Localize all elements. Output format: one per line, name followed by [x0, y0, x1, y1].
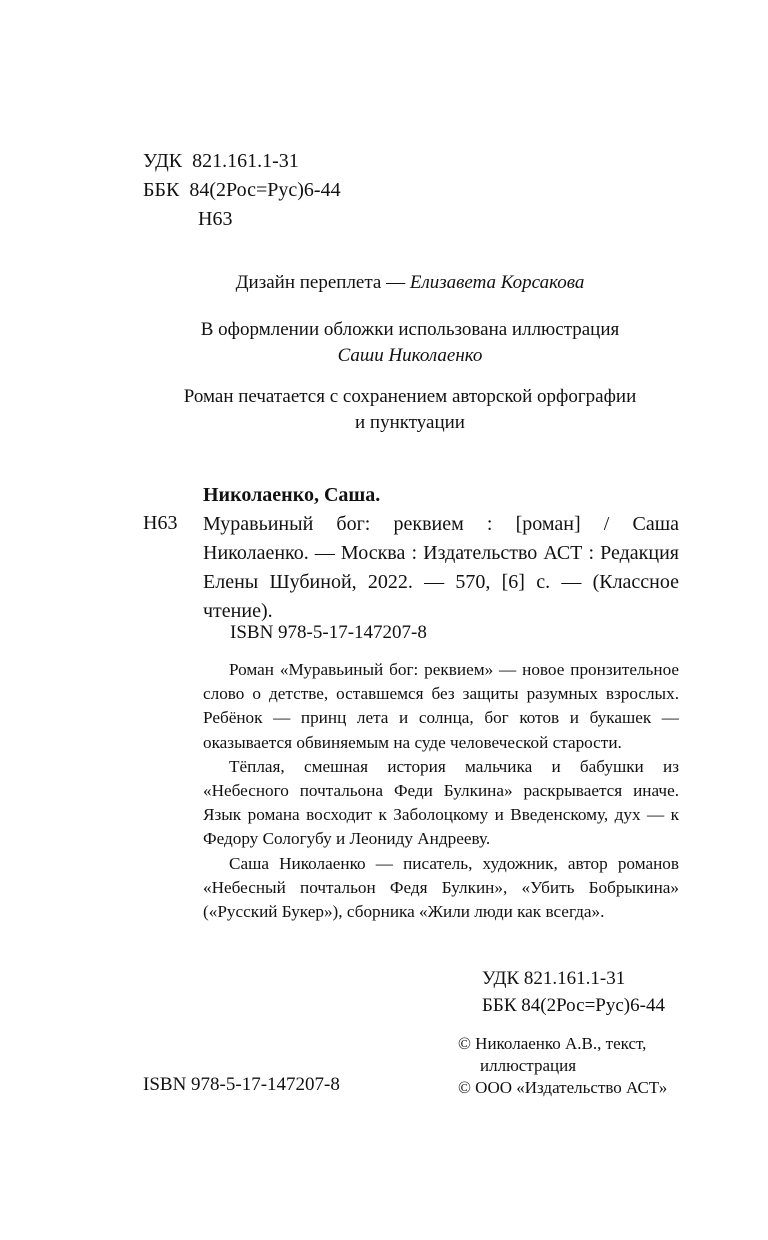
- cover-illustration-credit: [140, 317, 680, 369]
- bibliographic-description: Муравьиный бог: реквием : [роман] / Саша Николаенко. — Москва : Издательство АСТ : Редакция Елены Шубиной, 2022. — 570, [6] с. — (Классное чтение).: [203, 513, 679, 622]
- udk-value: 821.161.1-31: [192, 150, 299, 172]
- binding-design-credit: [140, 270, 680, 296]
- bbk-label: ББК: [143, 179, 180, 201]
- orthography-line-1: Роман печатается с сохранением авторской орфографии: [183, 386, 637, 407]
- author-cipher: Н63: [143, 512, 178, 534]
- orthography-note: [140, 384, 680, 436]
- orthography-line-2: и пунктуации: [355, 412, 465, 433]
- annotation-paragraph: Тёплая, смешная история мальчика и бабушки из «Небесного почтальона Феди Булкина» раскрывается иначе. Язык романа восходит к Заболоцкому и Введенскому, дух — к Федору Сологубу и Леониду Андрееву.: [203, 756, 679, 849]
- annotation-paragraph: Саша Николаенко — писатель, художник, автор романов «Небесный почтальон Федя Булкин», «Убить Бобрыкина» («Русский Букер»), сборника «Жили люди как всегда».: [203, 853, 679, 922]
- udk-row: [143, 147, 341, 176]
- binding-designer: Елизавета Корсакова: [409, 272, 585, 293]
- bbk-value: 84(2Рос=Рус)6-44: [189, 179, 341, 201]
- copyright-author: © Николаенко А.В., текст,: [458, 1034, 647, 1053]
- cover-illustration-line: В оформлении обложки использована иллюстрация: [200, 319, 620, 340]
- copyright-publisher: © ООО «Издательство АСТ»: [458, 1078, 668, 1097]
- isbn-record: ISBN 978-5-17-147207-8: [230, 622, 427, 643]
- author-sign: Н63: [198, 208, 233, 230]
- binding-design-prefix: Дизайн переплета —: [235, 272, 410, 293]
- footer-bbk: ББК 84(2Рос=Рус)6-44: [482, 995, 665, 1016]
- annotation: [203, 658, 679, 924]
- udk-label: УДК: [143, 150, 183, 172]
- footer-classification: [482, 965, 665, 1019]
- copyright-author-cont: иллюстрация: [480, 1056, 577, 1075]
- footer-isbn: ISBN 978-5-17-147207-8: [143, 1074, 340, 1095]
- cover-illustrator: Саши Николаенко: [337, 345, 483, 366]
- annotation-paragraph: Роман «Муравьиный бог: реквием» — новое пронзительное слово о детстве, оставшемся без защиты разумных взрослых. Ребёнок — принц лета и солнца, бог котов и букашек — оказывается обвиняемым на суде человеческой старости.: [203, 660, 679, 752]
- author-heading: Николаенко, Саша.: [203, 484, 381, 506]
- copyright-block: [458, 1033, 667, 1099]
- bbk-row: [143, 176, 341, 205]
- classification-block: [143, 147, 341, 234]
- footer-udk: УДК 821.161.1-31: [482, 968, 626, 989]
